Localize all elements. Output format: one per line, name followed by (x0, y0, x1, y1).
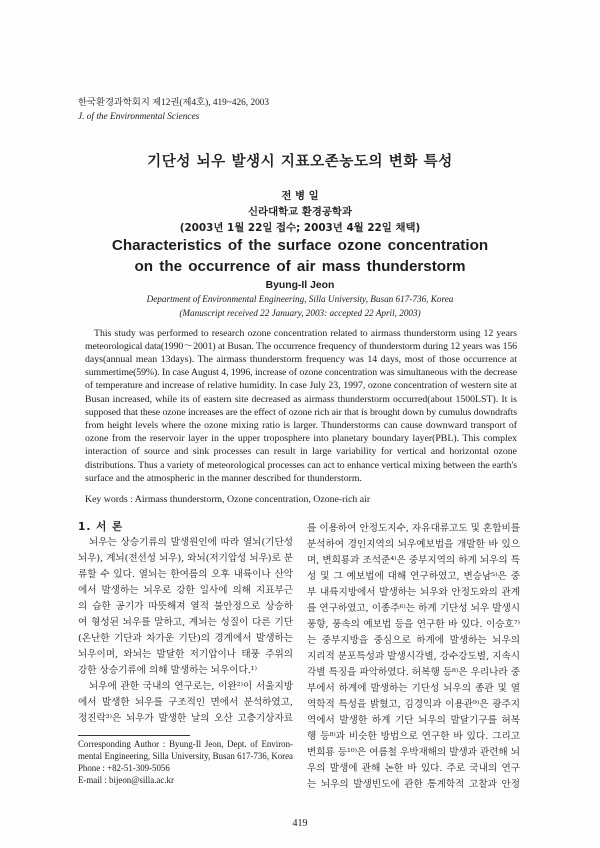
footnote-rule (78, 735, 190, 736)
author-name-ko: 전 병 일 (281, 190, 319, 202)
body-line: 여 형성된 뇌우를 말하고, 계뇌는 성질이 다른 기단 (78, 617, 293, 628)
body-line: 우의 발생에 관해 논한 바 있다. 주로 국내의 연구 (307, 763, 520, 774)
abstract-line: distributions. Thus a variety of meteorological processes can act to enhance vertical mixing between the earth's (85, 459, 517, 471)
body-line: 며, 변희룡과 조석준⁴⁾은 중부지역의 하계 뇌우의 특 (307, 555, 520, 566)
paper-title-ko: 기단성 뇌우 발생시 지표오존농도의 변화 특성 (147, 154, 453, 170)
abstract-line: interaction of source and sink processes can result in large variability for vertical and horizontal ozone (85, 446, 517, 458)
body-line: 뇌우), 계뇌(전선성 뇌우), 와뇌(저기압성 뇌우)로 분 (78, 553, 293, 564)
body-line: 성 및 그 예보법에 대해 연구하였고, 변승남⁵⁾은 중 (307, 571, 520, 582)
body-line: 는 뇌우의 발생빈도에 관한 통계학적 고찰과 안정 (307, 779, 520, 790)
body-line: 강한 상승기류에 의해 발생하는 뇌우이다.¹⁾ (78, 665, 257, 676)
keywords: Key words : Airmass thunderstorm, Ozone concentration, Ozone-rich air (85, 494, 371, 505)
footnote-line: mental Engineering, Silla University, Busan 617-736, Korea (78, 751, 293, 761)
abstract-line: This study was performed to research ozone concentration related to airmass thunderstorm using 12 years (94, 327, 517, 339)
corresponding-author-footnote (78, 738, 293, 786)
body-column-left (78, 519, 293, 727)
abstract-line: ozone from the reservoir layer in the upper troposphere into planetary boundary layer(PBL). This complex (85, 433, 517, 445)
abstract-line: supposed that these ozone increases are the effect of ozone rich air that is brought down by cumulus downdrafts (85, 406, 517, 418)
affiliation-en: Department of Environmental Engineering, Silla University, Busan 617-736, Korea (146, 294, 454, 304)
body-line: 변희룡 등¹⁰⁾은 여름철 우박재해의 발생과 관련해 뇌 (307, 747, 520, 758)
journal-name-en: J. of the Environmental Sciences (78, 112, 200, 122)
footnote-line: Phone : +82-51-309-5056 (78, 763, 170, 773)
title-en-line: on the occurrence of air mass thunderstorm (134, 258, 466, 275)
body-line: 부에서 하계에 발생하는 기단성 뇌우의 종관 및 열 (307, 683, 520, 694)
body-line: 에서 발생한 뇌우를 구조적인 면에서 분석하였고, (78, 697, 293, 708)
received-dates-ko: (2003년 1월 22일 접수; 2003년 4월 22일 채택) (179, 222, 421, 234)
abstract (85, 327, 517, 485)
body-line: 역학적 특성을 밝혔고, 김경익과 이용관⁹⁾은 광주지 (307, 699, 520, 710)
body-column-right (307, 521, 520, 793)
body-line: 뇌우는 상승기류의 발생원인에 따라 열뇌(기단성 (89, 537, 293, 548)
body-line: 를 이용하여 안정도지수, 자유대류고도 및 혼합비를 (307, 523, 520, 534)
body-line: 의 습한 공기가 따뜻해져 열적 불안정으로 상승하 (78, 601, 293, 612)
affiliation-ko: 신라대학교 환경공학과 (248, 206, 352, 218)
body-line: 에서 발생하는 뇌우로 강한 일사에 의해 지표부근 (78, 585, 293, 596)
abstract-line: from height levels where the ozone mixing ratio is larger. Thunderstorms can cause downward transport of (85, 419, 517, 431)
journal-header (78, 96, 269, 124)
abstract-line: of temperature and increase of relative humidity. In case July 23, 1997, ozone concentration of western site at (85, 380, 517, 392)
body-line: 뇌우에 관한 국내의 연구로는, 이완²⁾이 서울지방 (89, 681, 293, 692)
page-number: 419 (292, 818, 308, 829)
body-line: 는 중부지방을 중심으로 하계에 발생하는 뇌우의 (307, 635, 520, 646)
body-line: 류할 수 있다. 열뇌는 한여름의 오후 내륙이나 산악 (78, 569, 293, 580)
body-line: 역에서 발생한 하계 기단 뇌우의 발달기구를 허복 (307, 715, 520, 726)
footnote-line: E-mail : bijeon@silla.ac.kr (78, 775, 174, 785)
body-line: 분석하여 경인지역의 뇌우예보법을 개발한 바 있으 (307, 539, 520, 550)
body-line: 부 내륙지방에서 발생하는 뇌우와 안정도와의 관계 (307, 587, 520, 598)
manuscript-dates: (Manuscript received 22 January, 2003: accepted 22 April, 2003) (179, 308, 421, 318)
body-line: 각별 특징을 파악하였다. 허복행 등⁸⁾은 우리나라 중 (307, 667, 520, 678)
abstract-line: summertime(59%). In case August 4, 1996, increase of ozone concentration was simultaneous with the decrease (85, 367, 517, 379)
abstract-line: meteorological data(1990～2001) at Busan. The occurrence frequency of thunderstorm during 12 years was 156 (85, 340, 517, 352)
abstract-line: surface and the atmospheric in the manner described for thunderstorm. (85, 472, 362, 484)
author-block-en (0, 292, 600, 320)
body-line: 정진락³⁾은 뇌우가 발생한 날의 오산 고층기상자료 (78, 713, 293, 724)
author-name-en: Byung-Il Jeon (265, 280, 335, 291)
title-en-line: Characteristics of the surface ozone concentration (111, 237, 489, 254)
body-line: 뇌우이며, 와뇌는 발달한 저기압이나 태풍 주위의 (78, 649, 293, 660)
author-block-ko (0, 188, 600, 236)
footnote-line: Corresponding Author : Byung-Il Jeon, Dept. of Environ- (78, 739, 293, 749)
body-line: 행 등⁸⁾과 비슷한 방법으로 연구한 바 있다. 그리고 (307, 731, 520, 742)
journal-citation-ko: 한국환경과학회지 제12권(제4호), 419~426, 2003 (78, 98, 270, 108)
section-heading: 1. 서 론 (78, 521, 124, 533)
body-line: 풍향, 풍속의 예보법 등을 연구한 바 있다. 이승호⁷⁾ (307, 619, 520, 630)
body-line: 를 연구하였고, 이종주⁶⁾는 하계 기단성 뇌우 발생시 (307, 603, 520, 614)
body-line: 지리적 분포특성과 발생시각별, 강수강도별, 지속시 (307, 651, 520, 662)
abstract-line: Busan increased, while its of eastern site decreased as airmass thunderstorm occurred(about 1500LST). It is (85, 393, 517, 405)
paper-title-en (0, 235, 600, 277)
abstract-line: days(annual mean 13days). The airmass thunderstorm frequency was 14 days, most of those occurrence at (85, 353, 517, 365)
body-line: (온난한 기단과 차가운 기단)의 경계에서 발생하는 (78, 633, 293, 644)
